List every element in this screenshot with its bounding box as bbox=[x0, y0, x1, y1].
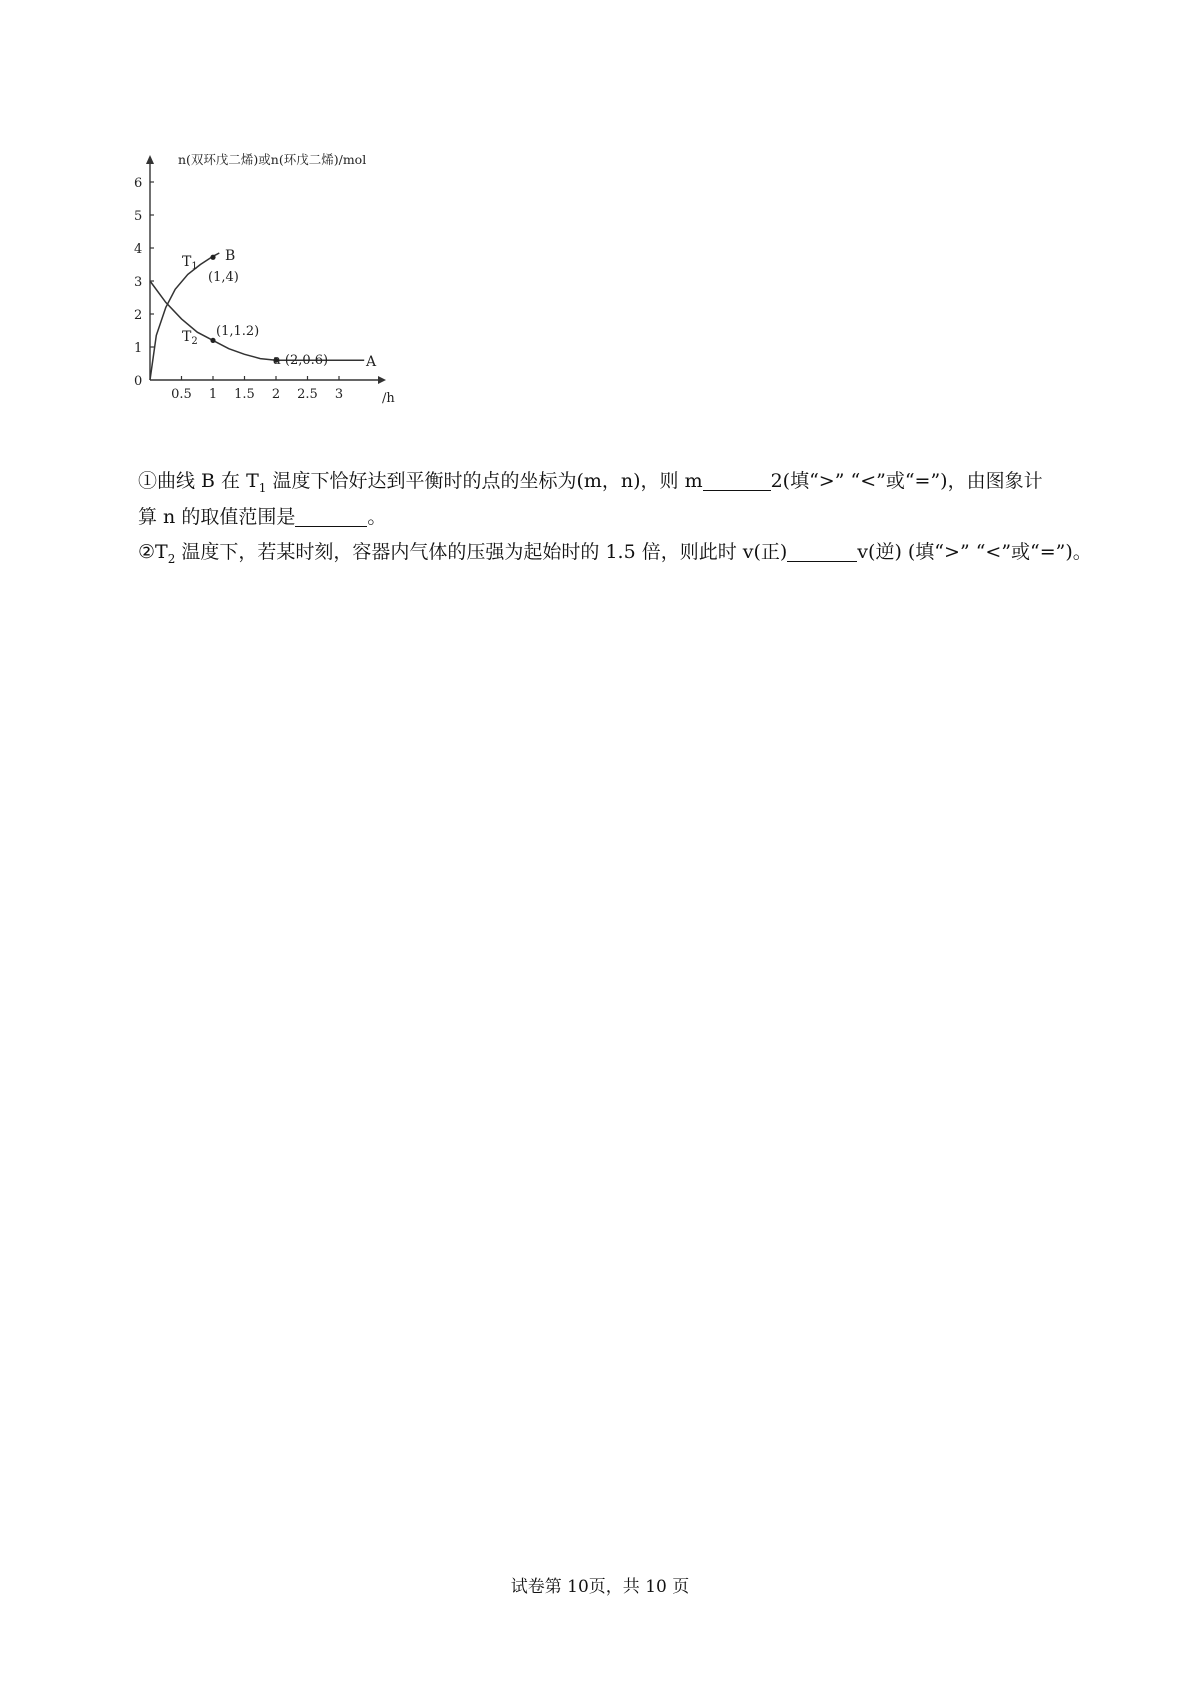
q1-subscript: 1 bbox=[258, 480, 267, 495]
x-tick-label-5: 3 bbox=[334, 387, 344, 402]
series-label-t1-sub: 1 bbox=[191, 261, 198, 272]
y-axis-label: n(双环戊二烯)或n(环戊二烯)/mol bbox=[178, 152, 367, 167]
chart-svg bbox=[120, 150, 460, 450]
y-axis-arrow bbox=[146, 155, 154, 164]
x-tick-label-0: 0.5 bbox=[171, 387, 192, 402]
q2-text-b: 温度下，若某时刻，容器内气体的压强为起始时的 1.5 倍，则此时 v(正) bbox=[175, 541, 788, 563]
x-tick-label-1: 1 bbox=[208, 387, 218, 402]
x-tick-label-2: 1.5 bbox=[234, 387, 255, 402]
data-point-0 bbox=[210, 255, 215, 260]
origin-label: 0 bbox=[134, 374, 143, 389]
q2-subscript: 2 bbox=[167, 551, 176, 566]
annotation-point-b: (1,4) bbox=[208, 270, 239, 285]
curve-t2 bbox=[150, 281, 364, 360]
q2-text-a: ②T bbox=[138, 541, 168, 563]
answer-blank-m[interactable] bbox=[703, 472, 771, 491]
q1-text-b: 温度下恰好达到平衡时的点的坐标为(m，n)，则 m bbox=[266, 470, 703, 492]
annotation-point-a: a (2,0.6) bbox=[273, 353, 329, 368]
x-tick-label-4: 2.5 bbox=[297, 387, 318, 402]
question-1-line-2 bbox=[138, 504, 386, 530]
answer-blank-rate[interactable] bbox=[787, 543, 857, 562]
answer-blank-n-range[interactable] bbox=[295, 508, 367, 527]
page-footer: 试卷第 10页，共 10 页 bbox=[510, 1577, 690, 1597]
equilibrium-graph bbox=[120, 150, 460, 450]
series-label-t2: $T_2$ bbox=[182, 329, 198, 347]
y-tick-label-4: 5 bbox=[134, 209, 143, 224]
series-label-t1: $T_1$ bbox=[182, 254, 198, 272]
q1-text-a: ①曲线 B 在 T bbox=[138, 470, 259, 492]
x-tick-label-3: 2 bbox=[271, 387, 281, 402]
question-1-line-1 bbox=[138, 468, 1043, 501]
curve-label-b: B bbox=[225, 248, 236, 264]
q1-line2-text-b: 。 bbox=[367, 506, 387, 528]
curve-label-a: A bbox=[366, 354, 377, 370]
y-tick-label-5: 6 bbox=[134, 176, 143, 191]
q1-line2-text-a: 算 n 的取值范围是 bbox=[138, 506, 296, 528]
series-label-t2-sub: 2 bbox=[191, 336, 198, 347]
y-tick-label-0: 1 bbox=[134, 341, 143, 356]
annotation-point-t2: (1,1.2) bbox=[216, 324, 260, 339]
question-2 bbox=[138, 539, 1092, 572]
x-axis-label: /h bbox=[382, 391, 395, 406]
y-tick-label-3: 4 bbox=[134, 242, 143, 257]
x-axis-arrow bbox=[378, 376, 386, 384]
q2-text-c: v(逆) (填“>” “<”或“=”)。 bbox=[857, 541, 1092, 563]
q1-text-c: 2(填“>” “<”或“=”)，由图象计 bbox=[770, 470, 1043, 492]
y-tick-label-1: 2 bbox=[134, 308, 143, 323]
data-point-1 bbox=[210, 338, 215, 343]
y-tick-label-2: 3 bbox=[134, 275, 143, 290]
